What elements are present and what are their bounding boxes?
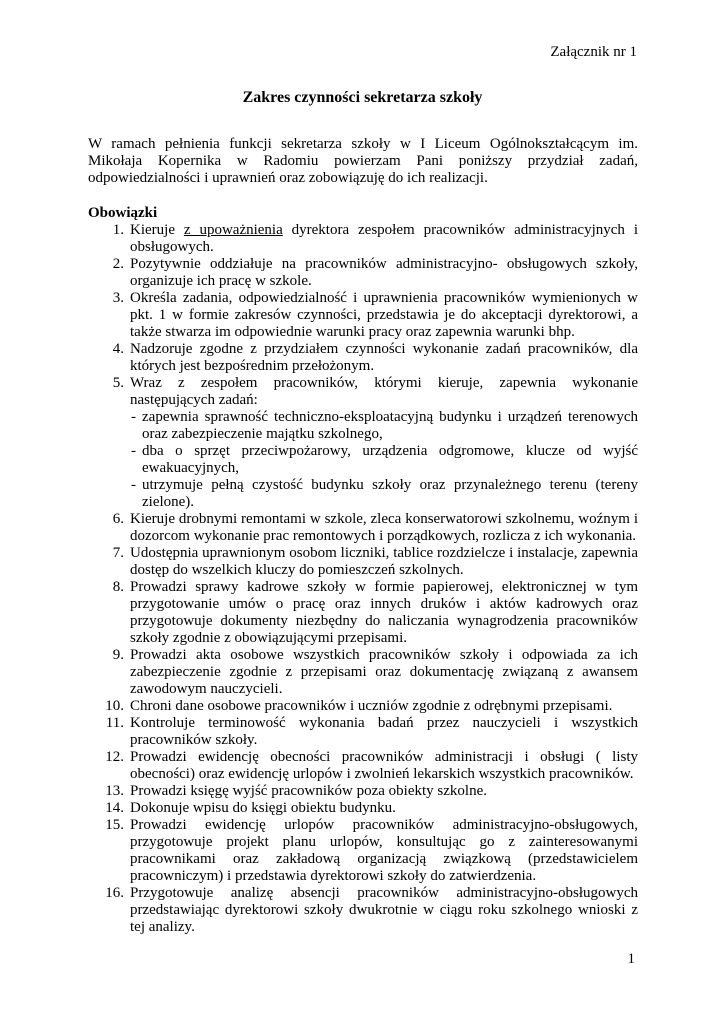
duty-text-end: dyrektora zespołem pracowników administracyjnych i obsługowych. <box>130 222 638 255</box>
duty-number: 16. <box>105 885 124 901</box>
duty-text: Prowadzi księgę wyjść pracowników poza obiekty szkolne. <box>130 783 487 799</box>
duty-text: Nadzoruje zgodne z przydziałem czynności wykonanie zadań pracowników, dla których jest bezpośrednim przełożonym. <box>130 341 638 374</box>
duty-number: 6. <box>112 511 124 527</box>
duty-number: 2. <box>112 256 124 272</box>
duty-text: Prowadzi ewidencję obecności pracowników administracji i obsługi ( listy obecności) oraz ewidencję urlopów i zwolnień lekarskich wszystkich pracowników. <box>130 749 638 782</box>
duty-number: 15. <box>105 817 124 833</box>
duty-number: 12. <box>105 749 124 765</box>
duty-item <box>88 698 638 715</box>
duty-item <box>88 647 638 698</box>
intro-paragraph: W ramach pełnienia funkcji sekretarza szkoły w I Liceum Ogólnokształcącym im. Mikołaja Kopernika w Radomiu powierzam Pani poniższy przydział zadań, odpowiedzialności i uprawnień oraz zobowiązuję do ich realizacji. <box>88 136 638 186</box>
duty-item <box>88 222 638 256</box>
duty-text: Prowadzi sprawy kadrowe szkoły w formie papierowej, elektronicznej w tym przygotowanie umów o pracę oraz innych druków i aktów kadrowych oraz przygotowuje dokumenty niezbędny do naliczania wynagrodzenia pracowników szkoły zgodnie z obowiązującymi przepisami. <box>130 579 638 646</box>
duty-text: Dokonuje wpisu do księgi obiektu budynku. <box>130 800 396 816</box>
duty-number: 1. <box>112 222 124 238</box>
duty-item <box>88 341 638 375</box>
duty-text: Pozytywnie oddziałuje na pracowników administracyjno- obsługowych szkoły, organizuje ich pracę w szkole. <box>130 256 638 289</box>
duty-number: 4. <box>112 341 124 357</box>
subitem-text: utrzymuje pełną czystość budynku szkoły oraz przynależnego terenu (tereny zielone). <box>142 477 638 510</box>
duty-subitem <box>88 443 638 477</box>
subitem-text: zapewnia sprawność techniczno-eksploatacyjną budynku i urządzeń terenowych oraz zabezpieczenie majątku szkolnego, <box>142 409 638 442</box>
duty-item <box>88 511 638 545</box>
attachment-label: Załącznik nr 1 <box>550 44 637 60</box>
duty-number: 5. <box>112 375 124 391</box>
duty-number: 11. <box>105 715 124 731</box>
duties-list <box>88 222 638 936</box>
duty-subitem <box>88 409 638 443</box>
duty-number: 10. <box>105 698 124 714</box>
duty-text: Kontroluje terminowość wykonania badań przez nauczycieli i wszystkich pracowników szkoły. <box>130 715 638 748</box>
subitem-dash: - <box>131 443 136 459</box>
duty-item <box>88 817 638 885</box>
duty-item <box>88 800 638 817</box>
duty-item <box>88 545 638 579</box>
duty-text: Prowadzi akta osobowe wszystkich pracowników szkoły i odpowiada za ich zabezpieczenie zgodnie z przepisami oraz dokumentację związaną z awansem zawodowym nauczycieli. <box>130 647 638 697</box>
duty-text: Kieruje drobnymi remontami w szkole, zleca konserwatorowi szkolnemu, woźnym i dozorcom wykonanie prac remontowych i porządkowych, rozlicza z ich wykonania. <box>130 511 638 544</box>
duty-text: Udostępnia uprawnionym osobom liczniki, tablice rozdzielcze i instalacje, zapewnia dostęp do wszelkich kluczy do pomieszczeń szkolnych. <box>130 545 638 578</box>
duty-item <box>88 579 638 647</box>
duty-number: 9. <box>112 647 124 663</box>
duty-text: Przygotowuje analizę absencji pracowników administracyjno-obsługowych przedstawiając dyrektorowi szkoły dwukrotnie w ciągu roku szkolnego wnioski z tej analizy. <box>130 885 638 935</box>
duty-number: 8. <box>112 579 124 595</box>
duty-number: 13. <box>105 783 124 799</box>
duty-text: Prowadzi ewidencję urlopów pracowników administracyjno-obsługowych, przygotowuje projekt planu urlopów, konsultując go z zainteresowanymi pracownikami oraz zakładową organizacją związkową (przedstawicielem pracowniczym) i przedstawia dyrektorowi szkoły do zatwierdzenia. <box>130 817 638 884</box>
duty-item <box>88 783 638 800</box>
duty-underlined-text: z upoważnienia <box>183 222 283 238</box>
duty-item <box>88 290 638 341</box>
subitem-text: dba o sprzęt przeciwpożarowy, urządzenia odgromowe, klucze od wyjść ewakuacyjnych, <box>142 443 638 476</box>
duty-item <box>88 715 638 749</box>
subitem-dash: - <box>131 409 136 425</box>
duty-text-start: Kieruje <box>130 222 184 238</box>
duty-text: Wraz z zespołem pracowników, którymi kieruje, zapewnia wykonanie następujących zadań: <box>130 375 638 408</box>
document-title: Zakres czynności sekretarza szkoły <box>242 89 483 106</box>
duty-text: Chroni dane osobowe pracowników i uczniów zgodnie z odrębnymi przepisami. <box>130 698 613 714</box>
duty-item <box>88 256 638 290</box>
duty-item <box>88 749 638 783</box>
duty-number: 3. <box>112 290 124 306</box>
duty-text: Określa zadania, odpowiedzialność i uprawnienia pracowników wymienionych w pkt. 1 w formie zakresów czynności, przedstawia je do akceptacji dyrektorowi, a także stwarza im odpowiednie warunki pracy oraz zapewnia warunki bhp. <box>130 290 638 340</box>
duty-subitem <box>88 477 638 511</box>
subitem-dash: - <box>131 477 136 493</box>
duty-number: 14. <box>105 800 124 816</box>
duty-item <box>88 375 638 409</box>
duties-heading: Obowiązki <box>88 205 158 221</box>
duty-number: 7. <box>112 545 124 561</box>
page-number: 1 <box>627 951 635 967</box>
duty-item <box>88 885 638 936</box>
